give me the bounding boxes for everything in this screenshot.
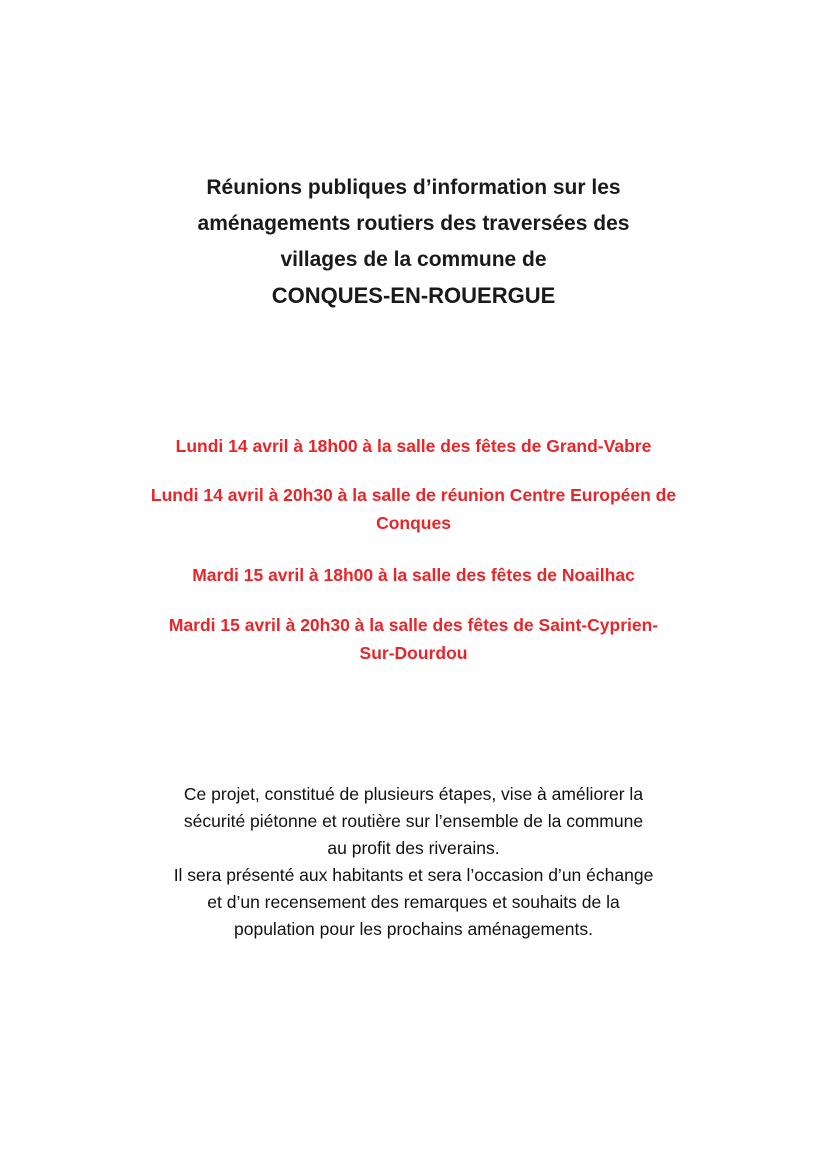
- description-line: sécurité piétonne et routière sur l’ensemble de la commune: [183, 811, 644, 831]
- meeting-text: Lundi 14 avril à 18h00 à la salle des fêtes de Grand-Vabre: [175, 436, 652, 456]
- meeting-text: Mardi 15 avril à 18h00 à la salle des fêtes de Noailhac: [192, 565, 635, 585]
- meeting-text: Sur-Dourdou: [359, 643, 468, 663]
- meeting-item: [60, 611, 767, 667]
- description-line: population pour les prochains aménagements.: [234, 919, 593, 939]
- meeting-schedule: [60, 432, 767, 667]
- description-line: au profit des riverains.: [327, 838, 500, 858]
- title-line-1: Réunions publiques d’information sur les: [206, 176, 621, 199]
- meeting-text: Conques: [376, 513, 451, 533]
- description-line: Ce projet, constitué de plusieurs étapes, vise à améliorer la: [183, 784, 644, 804]
- meeting-text: Lundi 14 avril à 20h30 à la salle de réunion Centre Européen de: [150, 485, 677, 505]
- project-description: [60, 781, 767, 943]
- title-line-commune: CONQUES-EN-ROUERGUE: [271, 283, 556, 308]
- title-line-2: aménagements routiers des traversées des: [197, 212, 630, 235]
- document-title: [60, 170, 767, 314]
- description-line: et d’un recensement des remarques et souhaits de la: [207, 892, 620, 912]
- meeting-text: Mardi 15 avril à 20h30 à la salle des fêtes de Saint-Cyprien-: [168, 615, 659, 635]
- meeting-item: [60, 432, 767, 460]
- title-line-3: villages de la commune de: [280, 248, 547, 271]
- meeting-item: [60, 481, 767, 537]
- description-line: Il sera présenté aux habitants et sera l’occasion d’un échange: [173, 865, 654, 885]
- meeting-item: [60, 561, 767, 589]
